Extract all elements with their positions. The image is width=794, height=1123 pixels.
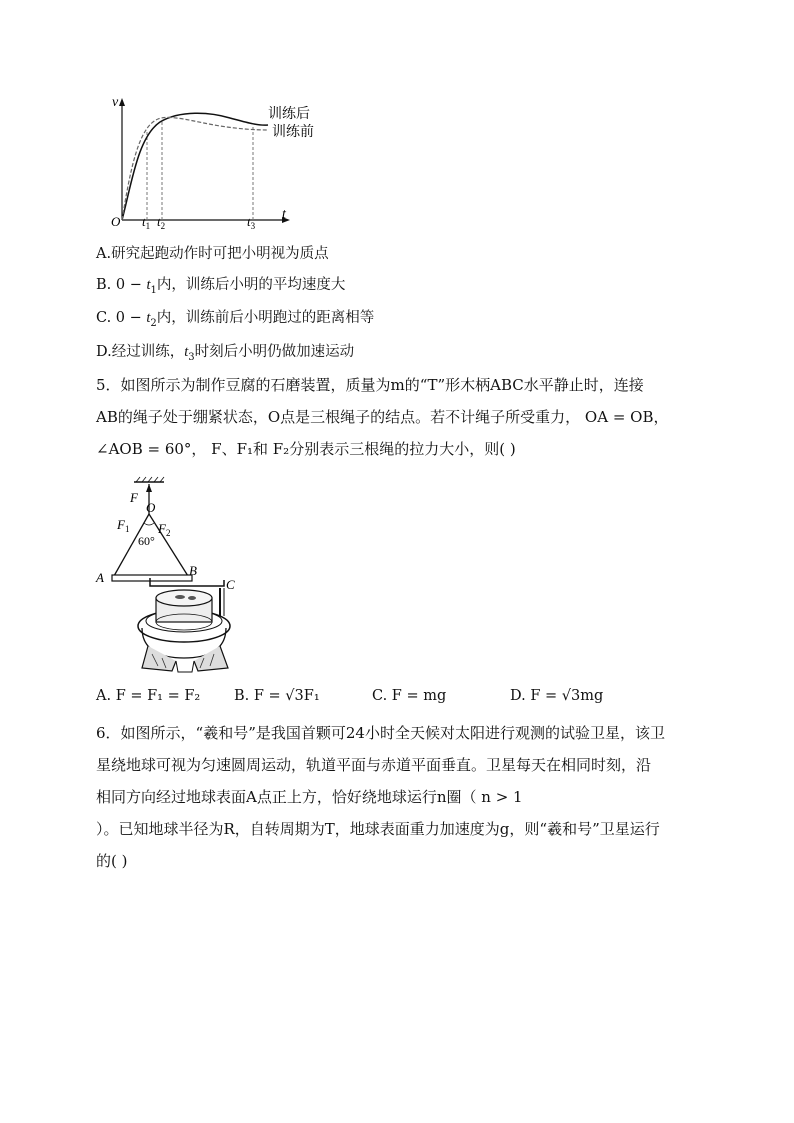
q5-line-2: AB的绳子处于绷紧状态，O点是三根绳子的结点。若不计绳子所受重力， OA = OB， — [96, 408, 669, 426]
handle-ab — [112, 575, 192, 581]
q5-option-b: B. F = √3F₁ — [234, 688, 320, 704]
stone-mill-figure — [92, 476, 252, 681]
v-axis-arrow — [119, 98, 125, 106]
q4-option-a: A.研究起跑动作时可把小明视为质点 — [96, 246, 329, 262]
label-o: O — [146, 500, 156, 515]
q5-line-1: 5．如图所示为制作豆腐的石磨装置，质量为m的“T”形木柄ABC水平静止时，连接 — [96, 376, 644, 394]
label-f1: $F_1$ — [117, 517, 130, 534]
q6-line-1: 6．如图所示，“羲和号”是我国首颗可24小时全天候对太阳进行观测的试验卫星，该卫 — [96, 724, 665, 742]
q5-line-3: ∠AOB = 60°， F、F₁和 F₂分别表示三根绳的拉力大小，则( ) — [96, 440, 516, 458]
label-b: B — [189, 563, 197, 578]
label-f2: $F_2$ — [158, 521, 171, 538]
label-angle: 60° — [138, 534, 155, 548]
q5-option-d: D. F = √3mg — [510, 688, 604, 704]
q4-option-d: D.经过训练，$t_3$时刻后小明仍做加速运动 — [96, 344, 355, 363]
q6-line-3: 相同方向经过地球表面A点正上方，恰好绕地球运行n圈（ n > 1 — [96, 788, 523, 806]
q6-line-5: 的( ) — [96, 852, 128, 870]
curve-before-training — [122, 117, 268, 220]
label-before-training: 训练前 — [272, 125, 314, 140]
rope-ob — [149, 514, 188, 576]
label-after-training: 训练后 — [268, 107, 310, 122]
q5-option-a: A. F = F₁ = F₂ — [96, 688, 201, 704]
force-f-arrow — [146, 484, 152, 492]
angle-arc — [144, 523, 154, 525]
label-a: A — [96, 570, 104, 585]
axis-t-label: t — [282, 207, 286, 222]
t1-label: $t_1$ — [142, 214, 151, 231]
q6-line-4: ）。已知地球半径为R，自转周期为T，地球表面重力加速度为g，则“羲和号”卫星运行 — [96, 820, 660, 838]
label-f: F — [130, 490, 138, 505]
t3-label: $t_3$ — [247, 214, 256, 231]
origin-label: O — [111, 214, 121, 229]
q6-line-2: 星绕地球可视为匀速圆周运动，轨道平面与赤道平面垂直。卫星每天在相同时刻，沿 — [96, 756, 652, 774]
velocity-time-graph — [100, 92, 340, 232]
label-c: C — [226, 577, 235, 592]
t2-label: $t_2$ — [157, 214, 166, 231]
q5-option-c: C. F = mg — [372, 688, 447, 704]
millstone — [138, 590, 230, 672]
axis-v-label: v — [112, 95, 119, 110]
q4-option-c: C. $0 - t_2$内，训练前后小明跑过的距离相等 — [96, 310, 375, 329]
q4-option-b: B. $0 - t_1$内，训练后小明的平均速度大 — [96, 277, 346, 296]
